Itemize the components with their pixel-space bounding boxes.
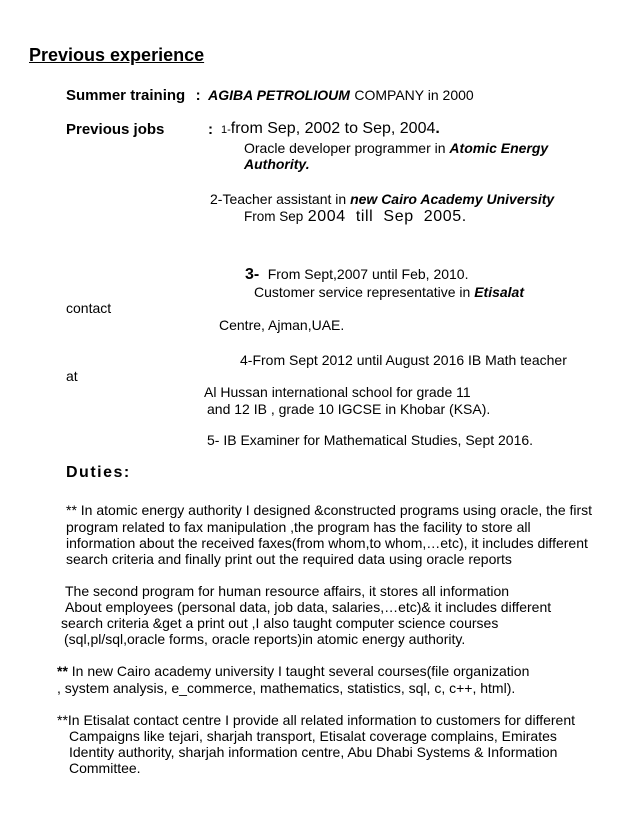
job4-line2: Al Hussan international school for grade 11 <box>204 384 471 400</box>
duties-p3-line2: , system analysis, e_commerce, mathematics, statistics, sql, c, c++, html). <box>57 680 516 696</box>
duties-p2-line: (sql,pl/sql,oracle forms, oracle reports)in atomic energy authority. <box>64 631 466 647</box>
duties-p3-stars: ** <box>57 663 68 679</box>
duties-p4-line: **In Etisalat contact centre I provide all related information to customers for different <box>57 712 575 728</box>
job2-period: 2004 till Sep 2005. <box>307 208 467 225</box>
job1-role-line <box>244 141 548 155</box>
duties-p2-line: search criteria &get a print out ,I also taught computer science courses <box>61 615 499 631</box>
job3-period: From Sept,2007 until Feb, 2010. <box>267 266 469 282</box>
job2-from: From Sep <box>244 209 304 224</box>
job1-role: Oracle developer programmer in <box>244 140 446 156</box>
previous-jobs-label: Previous jobs <box>66 121 165 138</box>
job2-org: new Cairo Academy University <box>350 191 555 207</box>
duties-p1-line: search criteria and finally print out the required data using oracle reports <box>66 551 512 567</box>
job4-line1: 4-From Sept 2012 until August 2016 IB Math teacher <box>240 352 567 368</box>
job4-margin-word: at <box>66 368 78 384</box>
job1-dot: . <box>435 120 440 137</box>
job3-role: Customer service representative in <box>254 284 471 300</box>
job3-period-line <box>245 267 468 283</box>
job2-role: 2-Teacher assistant in <box>210 191 347 207</box>
summer-training-company: AGIBA PETROLIOUM <box>208 87 350 103</box>
job1-from: from Sep, 2002 to Sep, 2004 <box>230 120 436 137</box>
summer-training-label: Summer training <box>66 87 186 104</box>
duties-p4-line: Identity authority, sharjah information centre, Abu Dhabi Systems & Information <box>69 744 558 760</box>
job4-line3: and 12 IB , grade 10 IGCSE in Khobar (KSA). <box>207 401 491 417</box>
section-heading: Previous experience <box>29 45 205 65</box>
job3-margin-word: contact <box>66 300 112 316</box>
duties-p2-line: The second program for human resource affairs, it stores all information <box>65 583 510 599</box>
job1-org: Atomic Energy <box>449 140 549 156</box>
duties-heading: Duties: <box>66 464 131 481</box>
duties-p2-line: About employees (personal data, job data, salaries,…etc)& it includes different <box>65 599 552 615</box>
job1-period <box>221 121 440 137</box>
duties-p3-line1 <box>57 664 529 678</box>
previous-jobs-colon: : <box>208 121 213 138</box>
job3-role-line <box>254 285 524 299</box>
summer-training-colon: : <box>195 87 201 104</box>
job3-location: Centre, Ajman,UAE. <box>219 317 345 333</box>
job1-number: 1- <box>221 124 231 136</box>
duties-p1-line: program related to fax manipulation ,the program has the facility to store all <box>66 519 531 535</box>
duties-p4-line: Committee. <box>69 760 141 776</box>
job2-period-line <box>244 209 467 225</box>
job1-org-line2: Authority. <box>244 156 310 172</box>
job3-org: Etisalat <box>474 284 525 300</box>
duties-p4-line: Campaigns like tejari, sharjah transport, Etisalat coverage complains, Emirates <box>69 728 557 744</box>
job3-number: 3- <box>245 266 260 283</box>
duties-p1-line: ** In atomic energy authority I designed &constructed programs using oracle, the first <box>66 502 593 518</box>
summer-training-company-rest: COMPANY in 2000 <box>354 87 474 103</box>
job5-line1: 5- IB Examiner for Mathematical Studies, Sept 2016. <box>207 432 534 448</box>
summer-training-row <box>66 88 474 104</box>
job2-role-line <box>210 192 554 206</box>
duties-p3-text: In new Cairo academy university I taught several courses(file organization <box>67 663 530 679</box>
duties-p1-line: information about the received faxes(from whom,to whom,…etc), it includes different <box>66 535 588 551</box>
